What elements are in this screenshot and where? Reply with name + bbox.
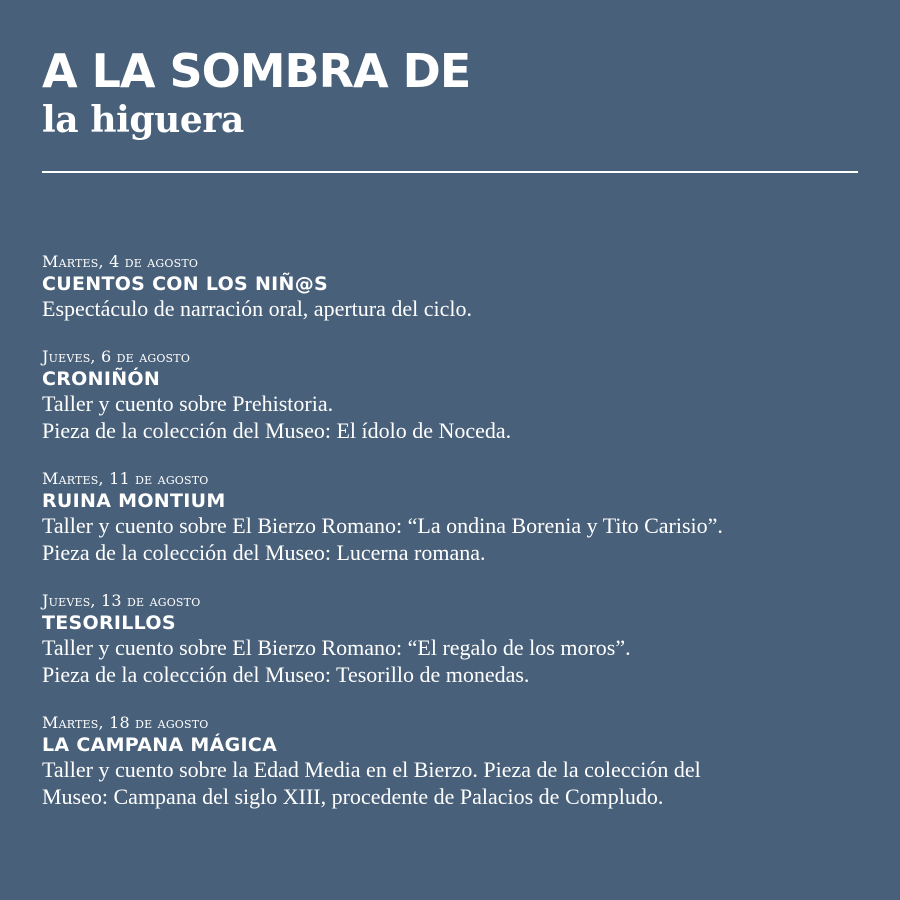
event-description-line: Taller y cuento sobre El Bierzo Romano: “El regalo de los moros”. bbox=[42, 635, 631, 660]
event-date: Jueves, 6 de agosto bbox=[42, 347, 191, 366]
event-title: CUENTOS CON LOS NIÑ@S bbox=[42, 273, 329, 295]
event-description-line: Taller y cuento sobre Prehistoria. bbox=[42, 391, 334, 416]
event-description bbox=[42, 756, 858, 810]
event-description bbox=[42, 390, 858, 444]
event-title: TESORILLOS bbox=[42, 612, 176, 634]
title-divider bbox=[42, 171, 858, 173]
event-item bbox=[42, 712, 858, 810]
event-description-line: Pieza de la colección del Museo: Tesorillo de monedas. bbox=[42, 662, 530, 687]
event-description-line: Pieza de la colección del Museo: El ídolo de Noceda. bbox=[42, 418, 512, 443]
event-description-line: Taller y cuento sobre El Bierzo Romano: “La ondina Borenia y Tito Carisio”. bbox=[42, 513, 723, 538]
event-item bbox=[42, 251, 858, 322]
event-title: CRONIÑÓN bbox=[42, 368, 161, 390]
event-description-line: Museo: Campana del siglo XIII, procedente de Palacios de Compludo. bbox=[42, 784, 664, 809]
event-description-line: Taller y cuento sobre la Edad Media en el Bierzo. Pieza de la colección del bbox=[42, 757, 701, 782]
event-item bbox=[42, 468, 858, 566]
event-description bbox=[42, 634, 858, 688]
event-date: Martes, 11 de agosto bbox=[42, 469, 209, 488]
event-item bbox=[42, 590, 858, 688]
events-list bbox=[42, 251, 858, 834]
poster-title: A LA SOMBRA DE bbox=[42, 44, 471, 98]
event-date: Martes, 18 de agosto bbox=[42, 713, 209, 732]
event-description-line: Pieza de la colección del Museo: Lucerna romana. bbox=[42, 540, 486, 565]
event-date: Jueves, 13 de agosto bbox=[42, 591, 201, 610]
event-title: RUINA MONTIUM bbox=[42, 490, 226, 512]
event-description bbox=[42, 512, 858, 566]
event-description bbox=[42, 295, 858, 322]
title-block bbox=[42, 44, 858, 141]
poster-subtitle: la higuera bbox=[42, 99, 244, 141]
event-date: Martes, 4 de agosto bbox=[42, 252, 199, 271]
event-title: LA CAMPANA MÁGICA bbox=[42, 734, 278, 756]
event-description-line: Espectáculo de narración oral, apertura del ciclo. bbox=[42, 296, 472, 321]
event-item bbox=[42, 346, 858, 444]
